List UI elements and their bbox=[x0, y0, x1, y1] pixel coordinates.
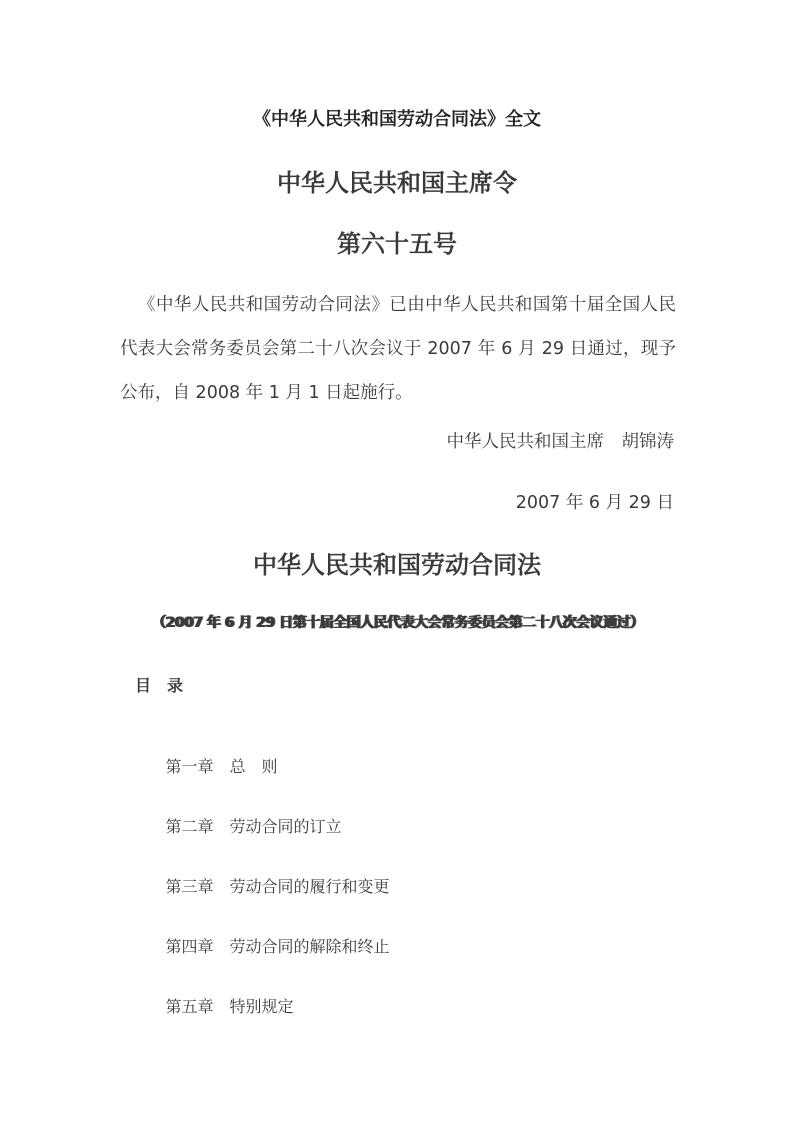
toc-chapter-number: 第五章 bbox=[165, 997, 214, 1016]
toc-chapter-title: 劳动合同的履行和变更 bbox=[229, 877, 390, 896]
signature-date: 2007 年 6 月 29 日 bbox=[515, 493, 674, 513]
proclamation-text: 《中华人民共和国劳动合同法》已由中华人民共和国第十届全国人民代表大会常务委员会第二十八次会议于 2007 年 6 月 29 日通过，现予公布，自 2008 年 1 月 1 日起施行。 bbox=[120, 295, 676, 403]
toc-chapter-title: 特别规定 bbox=[229, 997, 294, 1016]
toc-chapter-title: 总 则 bbox=[229, 757, 278, 776]
adoption-note: （2007 年 6 月 29 日第十届全国人民代表大会常务委员会第二十八次会议通过） bbox=[151, 615, 643, 631]
signature: 中华人民共和国主席 胡锦涛 bbox=[446, 432, 674, 452]
law-title: 中华人民共和国劳动合同法 bbox=[253, 551, 541, 579]
toc-chapter-number: 第四章 bbox=[165, 937, 214, 956]
toc-chapter-number: 第一章 bbox=[165, 757, 214, 776]
table-of-contents bbox=[135, 731, 390, 1031]
order-title: 中华人民共和国主席令 bbox=[277, 169, 517, 197]
toc-chapter-number: 第二章 bbox=[165, 817, 214, 836]
document-title: 《中华人民共和国劳动合同法》全文 bbox=[253, 109, 541, 130]
toc-item bbox=[135, 851, 390, 911]
toc-item bbox=[135, 911, 390, 971]
toc-chapter-title: 劳动合同的订立 bbox=[229, 817, 342, 836]
toc-chapter-title: 劳动合同的解除和终止 bbox=[229, 937, 390, 956]
order-number: 第六十五号 bbox=[337, 230, 457, 258]
toc-item bbox=[135, 971, 390, 1031]
toc-item bbox=[135, 731, 390, 791]
toc-heading: 目 录 bbox=[135, 676, 184, 695]
toc-item bbox=[135, 791, 390, 851]
toc-chapter-number: 第三章 bbox=[165, 877, 214, 896]
